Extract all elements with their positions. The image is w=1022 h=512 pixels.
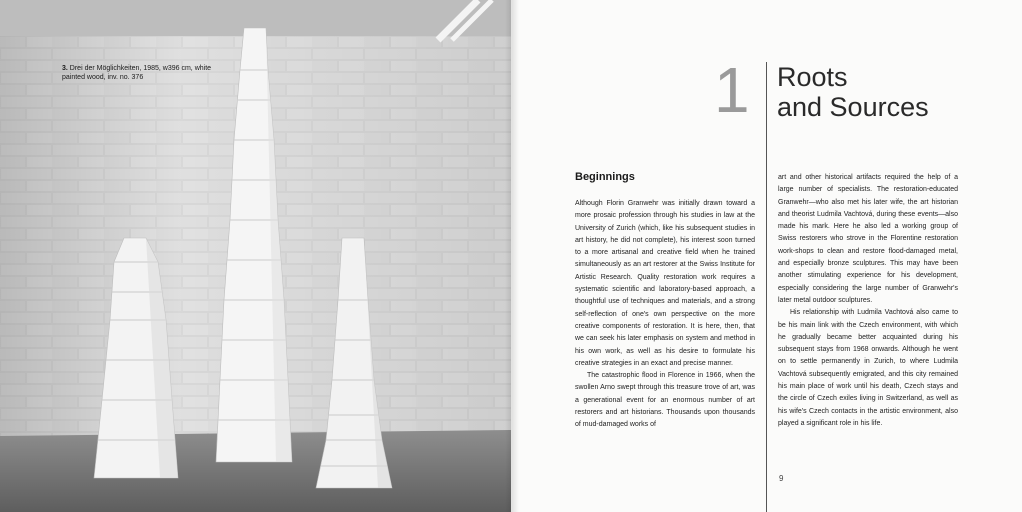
paragraph: art and other historical artifacts required the help of a large number of specialists. The restoration-educated Granwehr—who also met his later wife, the art historian and theorist Ludmila Vachtová, during these events—also made his mark. Here he also led a working group of Swiss restorers who strove in the Florentine restoration work-shops to clean and restore flood-damaged metal, and especially bronze sculptures. This may have been another stimulating experience for his development, especially considering the large number of Granwehr's later metal outdoor sculptures. bbox=[778, 174, 958, 304]
text-column-left bbox=[575, 198, 755, 432]
paragraph: His relationship with Ludmila Vachtová also came to be his main link with the Czech environment, with which he gradually became better acquainted during his subsequent stays from 1968 onwards. Although he went on to settle permanently in Zurich, to where Ludmila Vachtová subsequently emigrated, and this city remained his main place of work until his death, Czech stays and the circle of Czech exiles living in Switzerland, as well as his wife's Czech contacts in the artistic environment, also played a significant role in his life. bbox=[778, 309, 958, 427]
chapter-title bbox=[777, 62, 929, 122]
paragraph: Although Florin Granwehr was initially drawn toward a more prosaic profession through his studies in law at the University of Zurich (which, like his subsequent studies in art history, he did not complete), his interest soon turned to a more artisanal and creative field when he trained simultaneously as an art restorer at the Swiss Institute for Artistic Research. Quality restoration work requires a systematic scientific and laboratory-based approach, a thoughtful use of techniques and materials, and a strong self-reflection of one's own perspective on the more creative components of restoration. It is here, then, that we can seek his later emphasis on system and method in his own work, as well as his desire to formulate his creative strategies in an exact and precise manner. bbox=[575, 200, 755, 367]
chapter-number: 1 bbox=[714, 54, 750, 126]
chapter-title-line-2: and Sources bbox=[777, 92, 929, 122]
chapter-rule bbox=[766, 62, 767, 512]
page-number: 9 bbox=[779, 474, 784, 483]
section-heading: Beginnings bbox=[575, 171, 635, 183]
book-gutter bbox=[505, 0, 519, 512]
caption-text: Drei der Möglichkeiten, 1985, w396 cm, white painted wood, inv. no. 376 bbox=[62, 65, 212, 81]
text-page bbox=[511, 0, 1022, 512]
caption-number: 3. bbox=[62, 65, 68, 72]
text-column-right bbox=[778, 172, 958, 430]
figure-caption bbox=[62, 64, 232, 82]
chapter-title-line-1: Roots bbox=[777, 62, 848, 92]
paragraph: The catastrophic flood in Florence in 1966, when the swollen Arno swept through this treasure trove of art, was a generational event for an enormous number of art restorers and art historians. Thousands upon thousands of mud-damaged works of bbox=[575, 372, 755, 429]
